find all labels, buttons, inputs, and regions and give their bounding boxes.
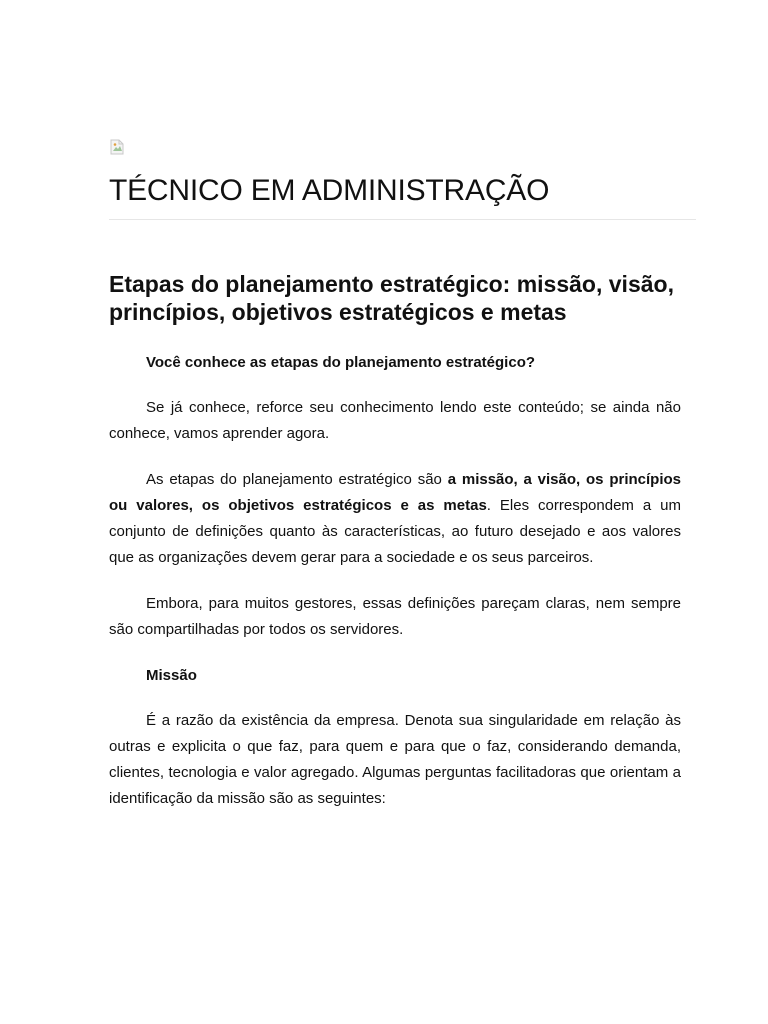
paragraph-stages-emphasis: a missão, a visão, os princípios ou valores, os objetivos estratégicos e as metas — [109, 471, 681, 514]
document-header — [109, 171, 696, 220]
intro-question: Você conhece as etapas do planejamento estratégico? — [146, 354, 536, 371]
document-title: TÉCNICO EM ADMINISTRAÇÃO — [109, 174, 550, 207]
article-heading: Etapas do planejamento estratégico: missão, visão, princípios, objetivos estratégicos e metas — [109, 271, 674, 325]
broken-image-icon — [110, 139, 124, 155]
section-title-missao: Missão — [146, 667, 197, 684]
paragraph-stages-before: As etapas do planejamento estratégico são — [146, 471, 448, 488]
paragraph-missao: É a razão da existência da empresa. Denota sua singularidade em relação às outras e explicita o que faz, para quem e para que o faz, considerando demanda, clientes, tecnologia e valor agregado. Algumas perguntas facilitadoras que orientam a identificação da missão são as seguintes: — [109, 712, 681, 807]
paragraph-managers: Embora, para muitos gestores, essas definições pareçam claras, nem sempre são compartilhadas por todos os servidores. — [109, 595, 681, 638]
paragraph-stages — [109, 467, 681, 571]
article-content — [109, 270, 681, 832]
paragraph-stages-after: . Eles correspondem a um conjunto de definições quanto às características, ao futuro desejado e aos valores que as organizações devem gerar para a sociedade e os seus parceiros. — [109, 497, 682, 566]
paragraph-intro: Se já conhece, reforce seu conhecimento lendo este conteúdo; se ainda não conhece, vamos aprender agora. — [109, 399, 681, 442]
